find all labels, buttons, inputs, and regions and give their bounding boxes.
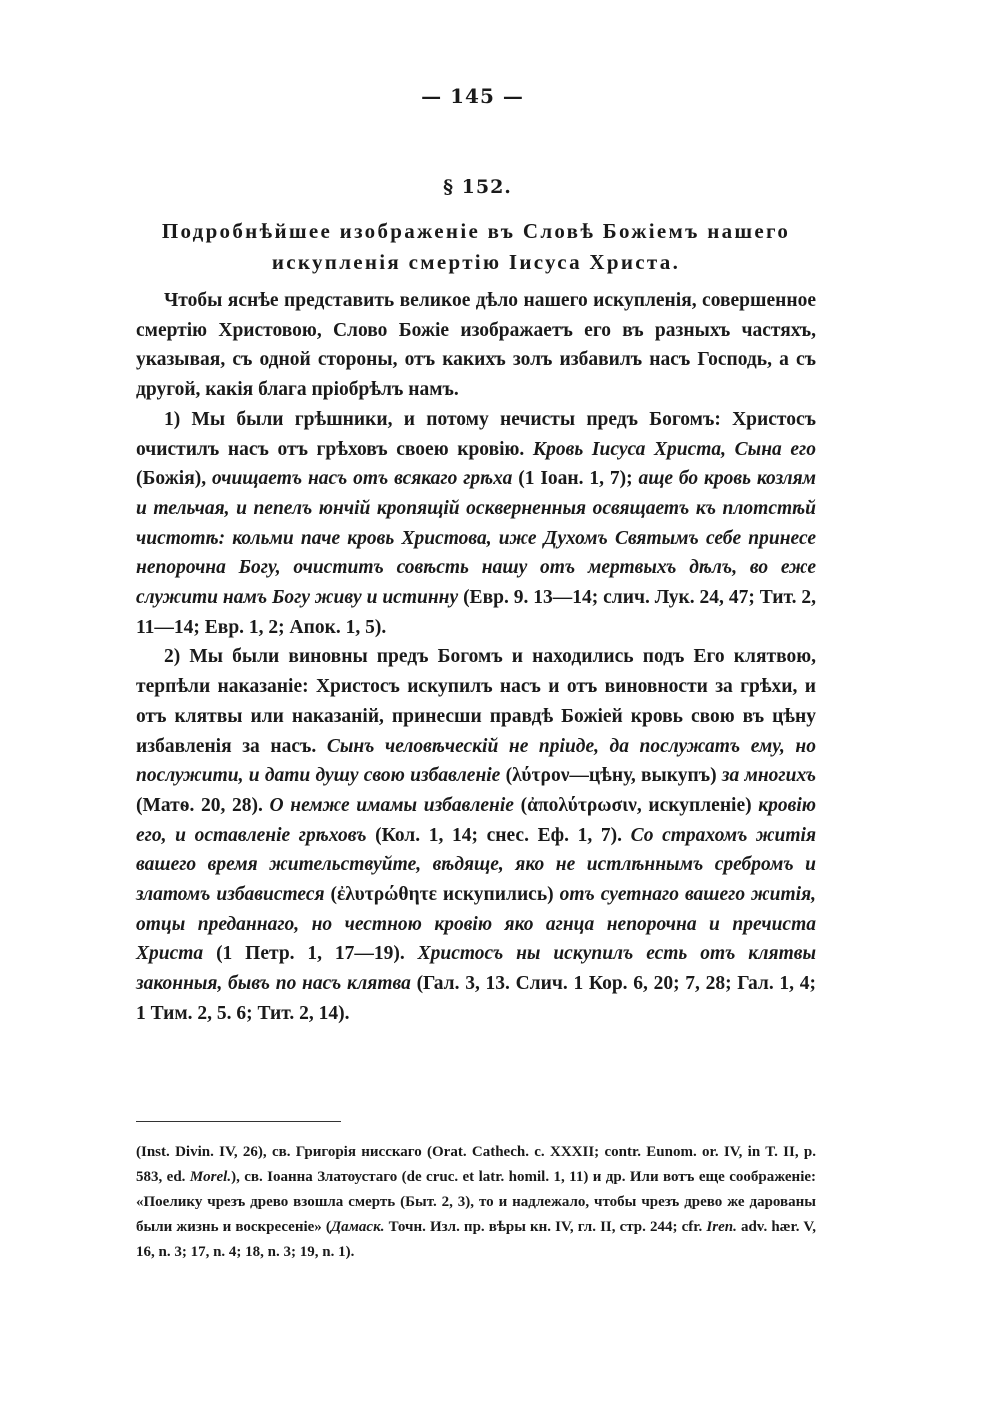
footnote-text: ), св. Іоанна Златоустаго (de cruc. et latr. homil. 1, 11) и др. Или вотъ еще соображеніе: «Поелику чрезъ древо взошла смерть (Быт. 2, 3), то и надлежало, чтобы чрезъ древо же дарованы были жизнь и воскресеніе» ( [136, 1169, 817, 1235]
p2-reference: (Гал. 3, 13. Слич. 1 Кор. 6, 20; 7, 28; Гал. 1, 4; 1 Тим. 2, 5. 6; Тит. 2, 14). [136, 973, 817, 1024]
footnote-italic: Дамаск. [330, 1219, 385, 1235]
p2-quote: Со страхомъ житія вашего время жительствуйте, вѣдяще, яко не истлѣннымъ сребромъ и златомъ избавистеся [136, 824, 817, 906]
footnote-text: (Inst. Divin. IV, 26), св. Григорія нисскаго (Orat. Cathech. c. XXXII; contr. Eunom. or. IV, in T. II, p. 583, ed. [136, 1144, 816, 1185]
p2-quote: кровію его, и оставленіе грѣховъ [136, 794, 817, 846]
section-number: § 152. [443, 176, 512, 198]
paragraph-2 [136, 642, 816, 1028]
footnote-text: adv. hær. V, 16, n. 3; 17, n. 4; 18, n. 3; 19, n. 1). [136, 1219, 817, 1260]
p1-text: 1) Мы были грѣшники, и потому нечисты предъ Богомъ: Христосъ очистилъ насъ отъ грѣховъ своею кровію. [136, 408, 816, 460]
p2-reference: (Матѳ. 20, 28). [136, 794, 263, 816]
footnote [136, 1140, 816, 1265]
p1-reference: (1 Іоан. 1, 7); [518, 468, 633, 490]
p2-quote: Сынъ человѣческій не пріиде, да послужатъ ему, но послужити, и дати душу свою избавленіе [136, 735, 816, 787]
p1-quote: аще бо кровь козлям и тельчая, и пепелъ юнчій кропящій оскверненныя освящаетъ къ плотстѣй чистотѣ: кольми паче кровь Христова, иже Духомъ Святымъ себе принесе непорочна Богу, очиститъ совѣсть нашу отъ мертвыхъ дѣлъ, во еже служити намъ Богу живу и истинну [136, 468, 817, 609]
p2-gloss: (λύτρον—цѣну, выкупъ) [505, 765, 717, 787]
p2-gloss: (ἐλυτρώθητε искупились) [330, 884, 554, 906]
p1-gloss: (Божія), [136, 468, 207, 490]
p2-text: 2) Мы были виновны предъ Богомъ и находились подъ Его клятвою, терпѣли наказаніе: Христосъ искупилъ насъ и отъ виновности за грѣхи, и отъ клятвы или наказаній, принесши правдѣ Божіей кровь свою въ цѣну избавленія за насъ. [136, 646, 816, 757]
footnote-italic: Iren. [706, 1219, 737, 1235]
p2-reference: (1 Петр. 1, 17—19). [216, 943, 405, 965]
p1-quote: Кровь Іисуса Христа, Сына его [532, 438, 817, 460]
p1-quote: очищаетъ насъ отъ всякаго грѣха [211, 468, 513, 490]
footnote-divider [136, 1121, 341, 1122]
p2-reference: (Кол. 1, 14; снес. Еф. 1, 7). [375, 824, 622, 846]
paragraph-intro: Чтобы яснѣе представить великое дѣло нашего искупленія, совершенное смертію Христовою, Слово Божіе изображаетъ его въ разныхъ частяхъ, указывая, съ одной стороны, отъ какихъ золъ избавилъ насъ Господь, а съ другой, какія блага пріобрѣлъ намъ. [136, 290, 816, 401]
p2-quote: Христосъ ны искупилъ есть отъ клятвы законныя, бывъ по насъ клятва [136, 943, 816, 995]
page-number: — 145 — [421, 84, 524, 108]
p2-quote: отъ суетнаго вашего житія, отцы преданнаго, но честною кровію яко агнца непорочна и пречиста Христа [136, 884, 816, 965]
section-heading: Подробнѣйшее изображеніе въ Словѣ Божіемъ нашего искупленія смертію Іисуса Христа. [161, 219, 791, 274]
footnote-text: Точн. Изл. пр. вѣры кн. IV, гл. II, стр. 244; cfr. [388, 1219, 703, 1235]
p1-reference: (Евр. 9. 13—14; слич. Лук. 24, 47; Тит. 2, 11—14; Евр. 1, 2; Апок. 1, 5). [136, 587, 816, 638]
paragraph-1 [136, 405, 816, 643]
p2-gloss: (ἀπολύτρωσιν, искупленіе) [520, 794, 752, 816]
body-text [136, 286, 816, 1029]
p2-quote: О немже имамы избавленіе [269, 794, 514, 816]
footnote-italic: Morel. [189, 1169, 232, 1185]
p2-quote: за многихъ [721, 765, 816, 787]
